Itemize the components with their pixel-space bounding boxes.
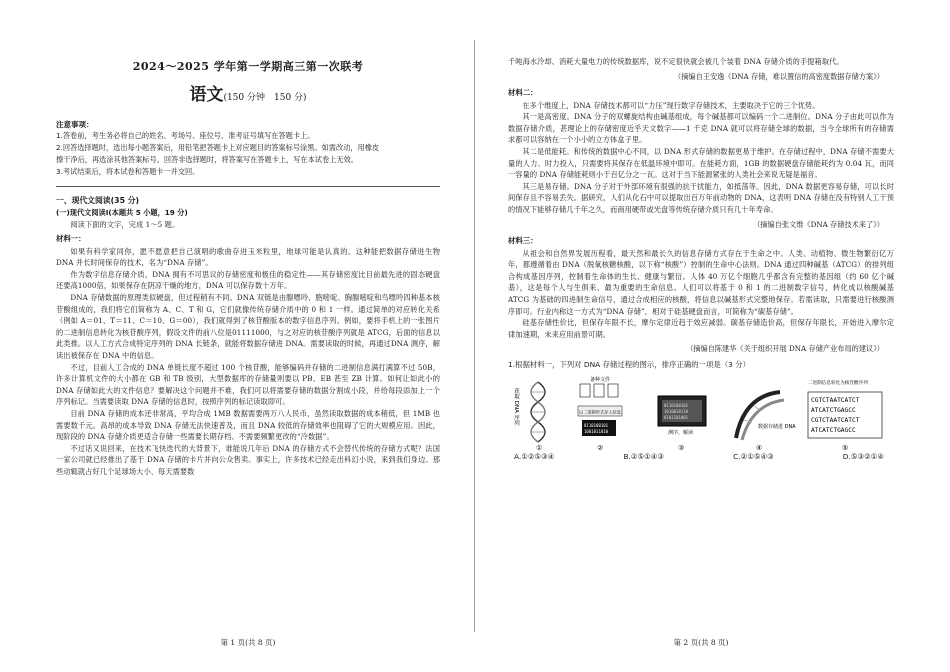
column-divider: [474, 40, 475, 632]
svg-text:0110100101: 0110100101: [664, 403, 689, 409]
option-a[interactable]: A.①②⑤③④: [514, 452, 555, 462]
fig-num: ①: [536, 444, 543, 453]
fig-label-left: 获取 DNA 序列: [513, 388, 519, 426]
note-item: 2.回答选择题时，选出每小题答案后，用铅笔把答题卡上对应题目的答案标号涂黑。如需改动，用橡皮: [56, 143, 380, 152]
paragraph: 在多个维度上，DNA 存储技术都可以“力压”现行数字存储技术，主要取决于它的三个优势。: [522, 100, 820, 110]
paragraph: DNA 存储数据的原理类似硬盘，但过程稍有不同。DNA 双链是由腺嘌呤、胞嘧啶、胸腺嘧啶和鸟嘌呤四种基本核苷酸组成的，我们将它们简称为 A、C、T 和 G，它们就像传统存储介质中的 0 和 1 一样。通过简单的对应转化关系（例如 A＝01、T＝11、C＝10、G＝00），我们就得到了核苷酸版本的数字信息序列。例如，要将手机上的一张图片的二进制信息转化为核苷酸序列，假设文件的前八位是01111000，与之对应的核苷酸序列就是 ATCG，后面的信息以此类推。以人工方式合成特定序列的 DNA 长链条，就能将数据存储进 DNA。需要读取的时候，再通过DNA 测序，解读出被保存在 DNA 中的信息。: [56, 292, 440, 360]
subsection-heading: (一)现代文阅读Ⅰ(本题共 5 小题，19 分): [56, 208, 188, 217]
fig-num: ②: [597, 444, 604, 453]
paragraph: 其二是低能耗。和传统的数据中心不同，以 DNA 形式存储的数据更易于维护。在存储过程中，DNA 存储不需要大量的人力、时力投入，只需要将其保存在低温环境中即可。在能耗方面，1GB 的数据硬盘存储能耗约为 0.04 瓦，而同一容量的 DNA 存储能耗则小于百亿分之一瓦。这对于当下能源紧张的人类社会来说无疑是福音。: [508, 146, 894, 180]
fig-label-dna: 数据存储进 DNA: [758, 424, 796, 431]
top-spacer: [508, 0, 894, 56]
instruction-text: 阅读下面的文字，完成 1～5 题。: [70, 220, 180, 229]
option-c[interactable]: C.②①⑤④③: [733, 452, 774, 462]
source-citation: （摘编自张文维《DNA 存储技术来了》）: [753, 219, 884, 229]
fig-num: ⑤: [842, 444, 849, 453]
note-item: 3.考试结束后，将本试卷和答题卡一并交回。: [56, 167, 200, 176]
divider-line: [56, 186, 440, 187]
section-heading: 一、现代文阅读(35 分): [56, 196, 140, 205]
question-stem: 1.根据材料一，下列对 DNA 存储过程的图示，排序正确的一项是（3 分）: [508, 360, 751, 370]
material-label: 材料二：: [508, 87, 538, 97]
right-column: [508, 0, 894, 672]
subject-name: 语文: [189, 85, 224, 105]
paragraph: 其三是易存储。DNA 分子对于外部环境有很强的抗干扰能力，如抵荡等。因此，DNA 数据更容易存储，可以长时间保存且不容易丢失。据研究，人们从化石中可以提取出百万年前动物的 DNA，这表明 DNA 存储在没有特别人工干预的情况下能够存储几千年之久，而商用硬带或光盘等传统存储介质只有几十年寿命。: [508, 181, 894, 214]
svg-text:0101101001: 0101101001: [664, 415, 689, 421]
paragraph: 目前 DNA 存储的成本还非常高，平均合成 1MB 数据需要两万八人民币，虽然读取数据的成本稍低，但 1MB 也需要数千元。高昂的成本导致 DNA 存储无法快速普及，而且 DNA 较低的存储效率也阻碍了它的大规模应用。因此，现阶段的 DNA 存储介质更适合存储一些需要长期存档、不需要频繁更改的“冷数据”。: [56, 408, 440, 442]
question-figure: [508, 376, 894, 452]
option-b[interactable]: B.②⑤①④③: [623, 452, 665, 462]
notes-heading: 注意事项：: [56, 120, 94, 129]
source-citation: （摘编自陈建华《关于组织开展 DNA 存储产业布局的建议》）: [686, 344, 884, 354]
subject-meta: (150 分钟 150 分): [223, 93, 307, 103]
note-item: 1.答卷前，考生务必将自己的姓名、考场号、座位号、准考证号填写在答题卡上。: [56, 131, 315, 140]
svg-text:1001011010: 1001011010: [584, 429, 609, 435]
fig-label-right: 二进制信息转化为核苷酸序列: [808, 381, 868, 387]
source-citation: （摘编自王安逸《DNA 存储，难以置信的高密度数据存储方案》）: [674, 71, 884, 81]
subject-line: [56, 80, 440, 105]
paragraph: 千吨海水冷却、消耗大量电力的传统数据库，说不定很快就会被几个装着 DNA 存储介质的手提箱取代。: [508, 57, 844, 66]
note-item: 擦干净后，再选涂其他答案标号。回答非选择题时，将答案写在答题卡上，写在本试卷上无效。: [56, 155, 358, 164]
page-footer: 第 1 页(共 8 页): [220, 638, 276, 647]
option-d[interactable]: D.⑤③②①④: [842, 452, 884, 462]
sequence-line: CGTCTAATCATCT: [811, 397, 860, 405]
answer-options: [508, 452, 894, 461]
paragraph: 如果有科学家同你，愿不愿意把自己演唱的歌曲存进玉米粒里，地球可能是认真的。这种能把数据存储进生物 DNA 并长时间保存的技术，名为“DNA 存储”。: [56, 246, 440, 268]
paragraph: 作为数字信息存储介质，DNA 拥有不可思议的存储密度和极佳的稳定性——其存储密度比目前最先进的固态硬盘还要高1000倍，如果保存在阴凉干燥的地方，DNA 可以保存数十万年。: [56, 269, 440, 291]
material-label: 材料一：: [56, 233, 86, 243]
sequence-line: CGTCTAATCATCT: [811, 417, 860, 425]
paragraph: 不过话又说回来，在技术飞快迭代的大背景下，谁能说几年后 DNA 的存储方式不会替代传统的存储方式呢？法国一家公司就已经推出了基于 DNA 存储的卡片并向公众售卖。事实上，许多技术已经走出科幻小说，来到我们身边。那些动辄就占好几个足球场大小、每天需要数: [56, 443, 440, 476]
page-footer: 第 2 页(共 8 页): [673, 638, 729, 647]
sequence-line: ATCATCTGAGCC: [811, 407, 856, 415]
fig-label-conv: 以二进制形式存入信息: [579, 409, 621, 415]
paragraph: 其一是高密度。DNA 分子的双螺旋结构由碱基组成，每个碱基都可以编码一个二进制位。DNA 分子由此可以作为数据存储介质，甚理论上的存储密度近乎天文数字——1 千克 DNA 就可以将存储全球的数据，当今全球所有的存储需求都可以容纳在一个小小的立方体盒子里。: [508, 112, 894, 145]
exam-title: 2024～2025 学年第一学期高三第一次联考: [132, 60, 364, 73]
paragraph: 硅基存储性价比，但保存年限不长，摩尔定律近趋于效应减弱。碳基存储造价高，但保存年限长，开始进入摩尔定律加速期，未来应用前景可期。: [508, 318, 894, 339]
fig-label-seq: 测序，解读: [668, 430, 694, 437]
svg-text:0110100101: 0110100101: [584, 423, 609, 429]
fig-num: ④: [756, 444, 763, 453]
svg-text:1010010110: 1010010110: [664, 409, 689, 415]
paragraph: 从祖会和自然界发展历程看，最天然和最长久的信息存储方式存在于生命之中。人类、动植物、微生物繁衍亿万年，都遵循着由 DNA（脱氧核糖核酸，以下称“核酸”）控制的生命中心法则。DNA 通过四种碱基（ATCG）的排列组合构成基因序列，控制着生命体的生长、健康与繁衍。人体 40 万亿个细胞几乎都含有完整的基因组（约 60 亿个碱基），这是每个人与生俱来、最为重要的生命信息。人们可以将基于 0 和 1 的二进制数字信号，转化成以核酸碱基 ATCG 为基础的四进制生命信号，通过合成相应的核酸，将信息以碱基形式完整地保存。若需读取，只需要进行核酸测序即可。行业内称这一方式为“DNA 存储”，相对于硅基硬盘而言，可简称为“碳基存储”。: [508, 248, 894, 316]
fig-label-file: 备种文件: [590, 377, 611, 384]
left-column: [56, 0, 440, 672]
paragraph: 不过，目前人工合成的 DNA 单链长度不超过 100 个核苷酸，能够编码并存储的二进制信息满打满算不过 50B，许多计算机文件的大小都在 GB 和 TB 级别，大型数据库的存储量则要以 PB、EB 甚至 ZB 计算。如何让如此小的 DNA 存储如此大的文件信息？要解决这个问题并不难，我们可以将需要存储的数据分割成小段，并给每段添加上一个序列标记。当需要读取 DNA 存储的信息时，按照序列的标记读取即可。: [56, 362, 440, 407]
dna-arc-icon: [736, 392, 784, 440]
dna-process-diagram: [508, 376, 894, 452]
dna-helix-icon: [531, 382, 545, 442]
sequencer-screen-icon: [658, 396, 706, 426]
fig-num: ③: [678, 444, 685, 453]
material-label: 材料三：: [508, 235, 538, 245]
sequence-line: ATCATCTGAGCC: [811, 427, 856, 435]
